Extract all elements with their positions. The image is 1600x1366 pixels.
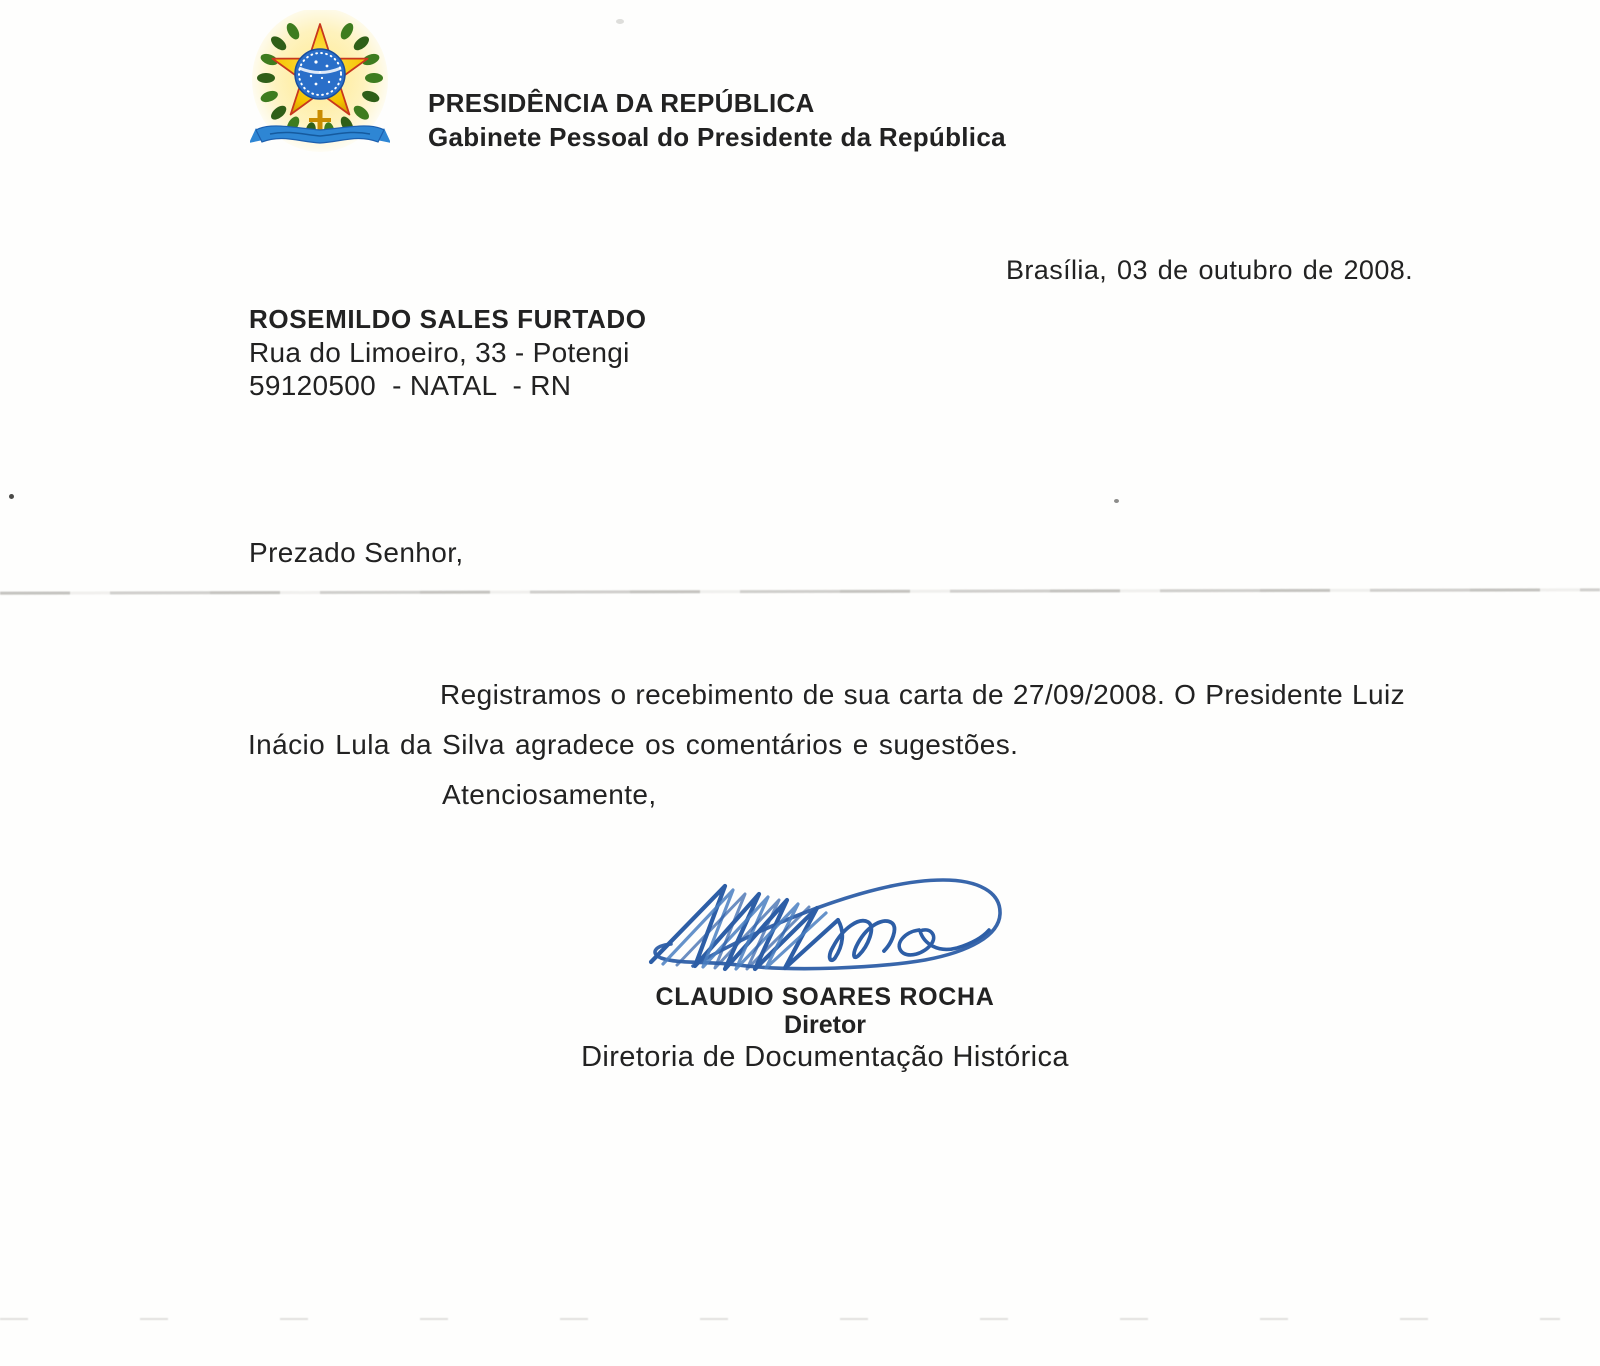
signer-title: Diretor bbox=[784, 1011, 866, 1039]
date-line: Brasília, 03 de outubro de 2008. bbox=[1006, 255, 1414, 285]
fold-crease-top bbox=[0, 588, 1600, 594]
scan-artifact-speck bbox=[1114, 499, 1119, 503]
salutation: Prezado Senhor, bbox=[249, 537, 464, 568]
org-name: PRESIDÊNCIA DA REPÚBLICA bbox=[428, 88, 815, 118]
handwritten-signature bbox=[633, 870, 1013, 978]
scan-artifact-speck bbox=[9, 494, 14, 499]
recipient-address-street: Rua do Limoeiro, 33 - Potengi bbox=[249, 337, 630, 368]
recipient-name: ROSEMILDO SALES FURTADO bbox=[249, 304, 647, 334]
signer-name: CLAUDIO SOARES ROCHA bbox=[655, 983, 995, 1011]
closing-line: Atenciosamente, bbox=[442, 779, 657, 810]
signer-department: Diretoria de Documentação Histórica bbox=[581, 1041, 1069, 1073]
recipient-address-city: 59120500 - NATAL - RN bbox=[249, 370, 572, 401]
brazil-coat-of-arms-icon bbox=[250, 10, 390, 160]
letter-body bbox=[248, 670, 1405, 820]
letterhead bbox=[428, 86, 1006, 154]
body-line-2: Inácio Lula da Silva agradece os comentários e sugestões. bbox=[248, 729, 1019, 760]
org-department: Gabinete Pessoal do Presidente da República bbox=[428, 122, 1006, 152]
recipient-block bbox=[249, 303, 647, 402]
fold-crease-bottom bbox=[0, 1318, 1560, 1320]
body-line-1: Registramos o recebimento de sua carta de 27/09/2008. O Presidente Luiz bbox=[440, 679, 1405, 710]
signer-block bbox=[565, 982, 1085, 1074]
scan-artifact-smudge bbox=[616, 19, 624, 24]
